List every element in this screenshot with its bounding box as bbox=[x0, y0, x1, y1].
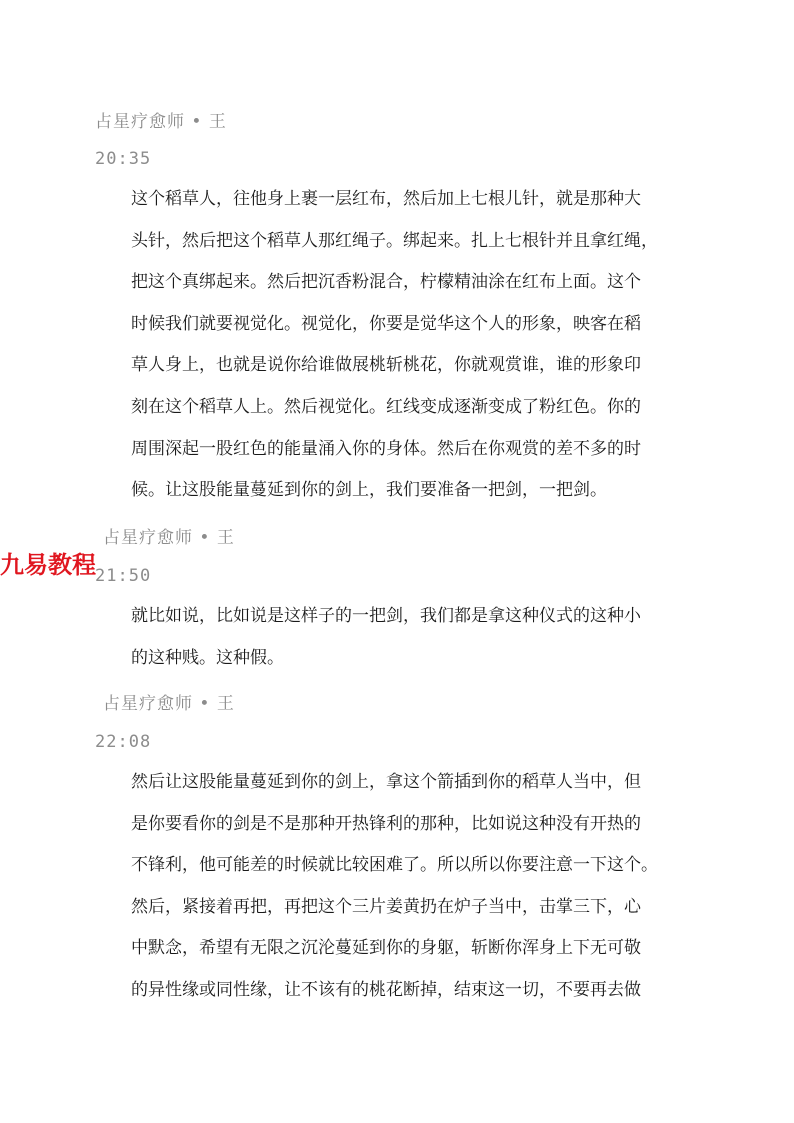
transcript-line: 时候我们就要视觉化。视觉化，你要是觉华这个人的形象，映客在稻 bbox=[131, 313, 641, 334]
timestamp: 22:08 bbox=[95, 732, 152, 752]
transcript-line: 是你要看你的剑是不是那种开热锋利的那种，比如说这种没有开热的 bbox=[131, 813, 641, 834]
transcript-line: 的异性缘或同性缘，让不该有的桃花断掉，结束这一切，不要再去做 bbox=[131, 979, 641, 1000]
transcript-paragraph bbox=[131, 179, 711, 512]
timestamp: 21:50 bbox=[95, 566, 152, 586]
transcript-line: 这个稻草人，往他身上裹一层红布，然后加上七根儿针，就是那种大 bbox=[131, 189, 641, 209]
transcript-line: 中默念，希望有无限之沉沦蔓延到你的身躯，斩断你浑身上下无可敬 bbox=[131, 938, 641, 959]
watermark-text: 九易教程 bbox=[0, 551, 96, 579]
transcript-line: 草人身上，也就是说你给谁做展桃斩桃花，你就观赏谁，谁的形象印 bbox=[131, 355, 641, 376]
speaker-label: 占星疗愈师 • 王 bbox=[103, 528, 235, 548]
transcript-line: 然后，紧接着再把，再把这个三片姜黄扔在炉子当中，击掌三下，心 bbox=[131, 896, 641, 917]
transcript-line: 的这种贱。这种假。 bbox=[131, 647, 284, 668]
transcript-line: 周围深起一股红色的能量涌入你的身体。然后在你观赏的差不多的时 bbox=[131, 438, 641, 459]
transcript-line: 然后让这股能量蔓延到你的剑上，拿这个箭插到你的稻草人当中，但 bbox=[131, 772, 641, 792]
transcript-line: 候。让这股能量蔓延到你的剑上，我们要准备一把剑，一把剑。 bbox=[131, 480, 607, 501]
transcript-line: 头针，然后把这个稻草人那红绳子。绑起来。扎上七根针并且拿红绳， bbox=[131, 230, 658, 251]
transcript-line: 刻在这个稻草人上。然后视觉化。红线变成逐渐变成了粉红色。你的 bbox=[131, 396, 641, 417]
timestamp: 20:35 bbox=[95, 149, 152, 169]
transcript-paragraph bbox=[131, 762, 711, 1012]
speaker-label: 占星疗愈师 • 王 bbox=[95, 112, 227, 132]
transcript-line: 就比如说，比如说是这样子的一把剑，我们都是拿这种仪式的这种小 bbox=[131, 606, 641, 626]
transcript-line: 不锋利，他可能差的时候就比较困难了。所以所以你要注意一下这个。 bbox=[131, 855, 658, 876]
speaker-label: 占星疗愈师 • 王 bbox=[103, 694, 235, 714]
transcript-line: 把这个真绑起来。然后把沉香粉混合，柠檬精油涂在红布上面。这个 bbox=[131, 272, 641, 293]
transcript-paragraph bbox=[131, 596, 711, 679]
